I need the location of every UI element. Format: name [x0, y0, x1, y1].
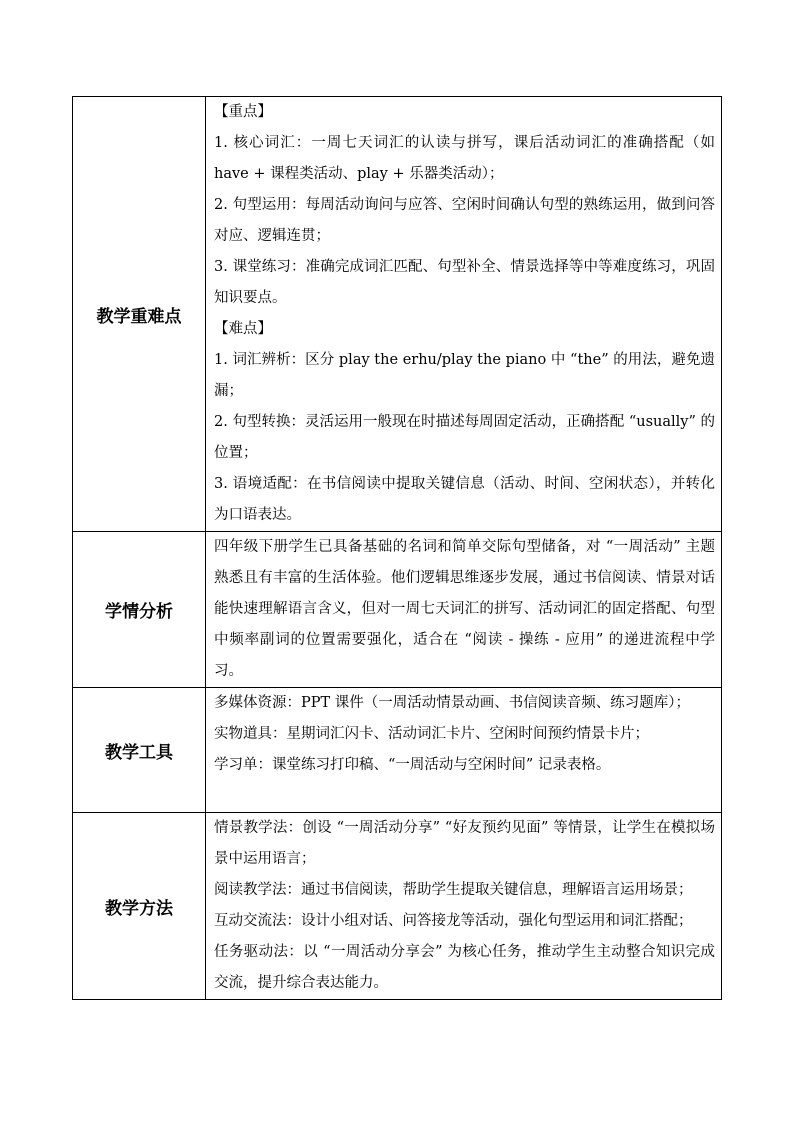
row-label: 教学方法	[73, 813, 206, 1000]
row-label: 教学重难点	[73, 97, 206, 532]
content-line: 实物道具：星期词汇闪卡、活动词汇卡片、空闲时间预约情景卡片；	[214, 726, 649, 742]
content-line: 1. 词汇辨析：区分 play the erhu/play the piano 中 “the” 的用法，避免遗漏；	[214, 352, 715, 399]
content-line: 2. 句型转换：灵活运用一般现在时描述每周固定活动，正确搭配 “usually” 的位置；	[214, 414, 715, 461]
table-row	[73, 97, 722, 532]
content-line: 3. 语境适配：在书信阅读中提取关键信息（活动、时间、空闲状态），并转化为口语表达。	[214, 476, 715, 523]
content-line: 2. 句型运用：每周活动询问与应答、空闲时间确认句型的熟练运用，做到问答对应、逻辑连贯；	[214, 197, 715, 244]
table-row	[73, 532, 722, 688]
table-row	[73, 688, 722, 813]
content-line: 【重点】	[214, 104, 272, 120]
content-line: 【难点】	[214, 321, 272, 337]
row-label: 教学工具	[73, 688, 206, 813]
row-content	[206, 688, 722, 813]
content-line: 3. 课堂练习：准确完成词汇匹配、句型补全、情景选择等中等难度练习，巩固知识要点。	[214, 259, 715, 306]
content-line: 多媒体资源：PPT 课件（一周活动情景动画、书信阅读音频、练习题库）；	[214, 695, 691, 711]
content-line: 学习单：课堂练习打印稿、“一周活动与空闲时间” 记录表格。	[214, 757, 611, 773]
content-line: 情景教学法：创设 “一周活动分享” “好友预约见面” 等情景，让学生在模拟场景中运用语言；	[214, 820, 715, 867]
content-line: 阅读教学法：通过书信阅读，帮助学生提取关键信息，理解语言运用场景；	[214, 882, 693, 898]
content-line: 四年级下册学生已具备基础的名词和简单交际句型储备，对 “一周活动” 主题熟悉且有丰富的生活体验。他们逻辑思维逐步发展，通过书信阅读、情景对话能快速理解语言含义，但对一周七天词汇的拼写、活动词汇的固定搭配、句型中频率副词的位置需要强化，适合在 “阅读 - 操练 - 应用” 的递进流程中学习。	[214, 539, 715, 679]
row-label: 学情分析	[73, 532, 206, 688]
content-line: 互动交流法：设计小组对话、问答接龙等活动，强化句型运用和词汇搭配；	[214, 913, 693, 929]
lesson-plan-table	[72, 96, 722, 1000]
row-content	[206, 97, 722, 532]
row-content	[206, 813, 722, 1000]
content-line: 任务驱动法：以 “一周活动分享会” 为核心任务，推动学生主动整合知识完成交流，提升综合表达能力。	[214, 944, 715, 991]
row-content	[206, 532, 722, 688]
table-row	[73, 813, 722, 1000]
content-line: 1. 核心词汇：一周七天词汇的认读与拼写，课后活动词汇的准确搭配（如 have + 课程类活动、play + 乐器类活动）；	[214, 135, 715, 182]
